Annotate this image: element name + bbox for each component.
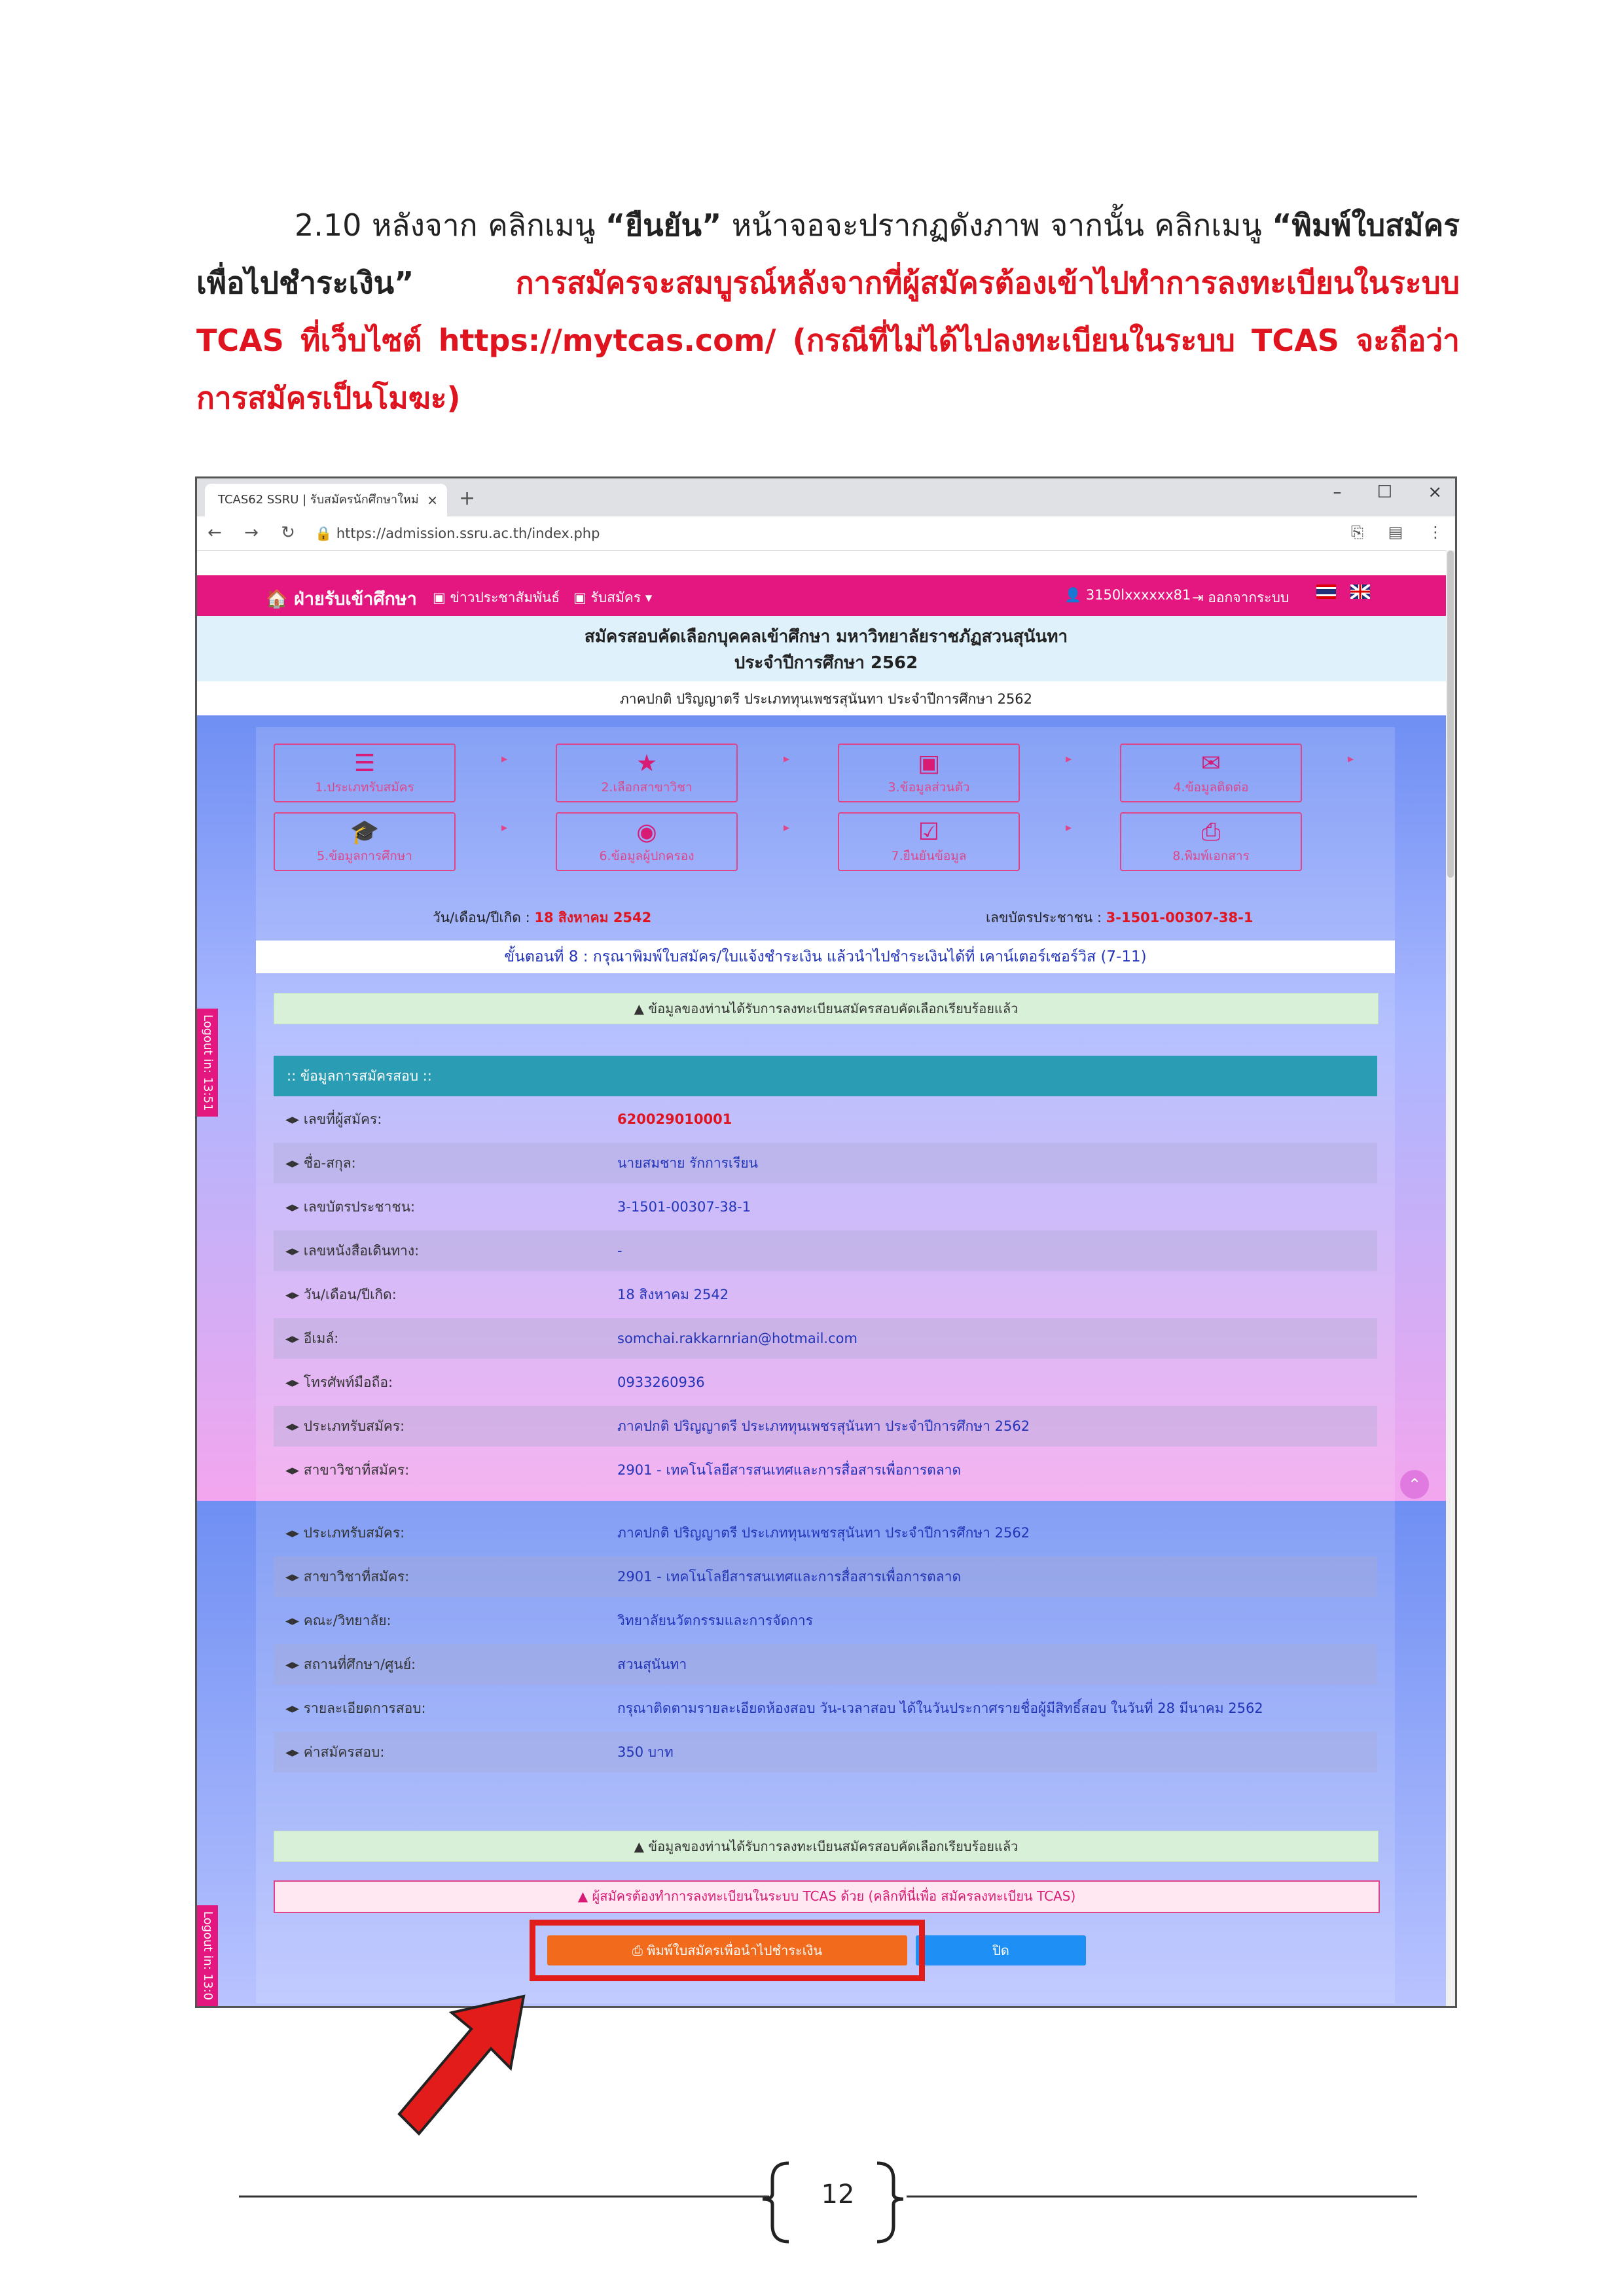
arrow-right-icon: ▸ — [501, 821, 508, 834]
step-8-button[interactable] — [1120, 812, 1302, 871]
step-4-button[interactable] — [1120, 744, 1302, 802]
menu-dots-icon[interactable]: ⋮ — [1428, 523, 1443, 541]
id-summary-label: เลขบัตรประชาชน : — [986, 910, 1106, 925]
intro-part1: 2.10 หลังจาก คลิกเมนู — [295, 207, 605, 243]
new-tab-button[interactable]: + — [459, 487, 476, 510]
brand-link[interactable]: 🏠 ฝ่ายรับเข้าศึกษา — [266, 589, 417, 609]
uk-flag-icon[interactable] — [1350, 584, 1370, 599]
extension-icon[interactable]: ▤ — [1388, 523, 1403, 541]
row-value: วิทยาลัยนวัตกรรมและการจัดการ — [617, 1613, 814, 1628]
check-square-icon: ☑ — [918, 819, 940, 846]
row-value: 3-1501-00307-38-1 — [617, 1199, 751, 1215]
dob-summary-value: 18 สิงหาคม 2542 — [534, 910, 652, 925]
site-navbar — [197, 575, 1455, 616]
apply-label: รับสมัคร ▾ — [590, 590, 653, 605]
step-label: 5.ข้อมูลการศึกษา — [317, 849, 412, 863]
step-note: ขั้นตอนที่ 8 : กรุณาพิมพ์ใบสมัคร/ใบแจ้งชำระเงิน แล้วนำไปชำระเงินได้ที่ เคาน์เตอร์เซอร์วิส (7-11) — [256, 941, 1395, 973]
table-row — [274, 1406, 1377, 1446]
tab-title: TCAS62 SSRU | รับสมัครนักศึกษาใหม่ — [218, 493, 419, 507]
intro-paragraph — [196, 196, 1460, 427]
language-flags[interactable] — [1316, 584, 1370, 603]
row-label: ◂▸ คณะ/วิทยาลัย: — [285, 1613, 391, 1628]
row-label: ◂▸ เลขบัตรประชาชน: — [285, 1199, 416, 1215]
table-row — [274, 1644, 1377, 1685]
arrow-right-icon: ▸ — [1066, 821, 1072, 834]
graduation-cap-icon: 🎓 — [350, 819, 380, 846]
title-line2: ประจำปีการศึกษา 2562 — [734, 653, 918, 673]
envelope-icon: ✉ — [1200, 750, 1221, 777]
table-row — [274, 1513, 1377, 1553]
translate-icon[interactable]: ⎘ — [1350, 523, 1364, 541]
id-summary — [986, 907, 1253, 929]
row-label: ◂▸ สาขาวิชาที่สมัคร: — [285, 1569, 410, 1585]
id-summary-value: 3-1501-00307-38-1 — [1106, 910, 1254, 925]
scrollbar-thumb[interactable] — [1447, 550, 1454, 878]
step-label: 8.พิมพ์เอกสาร — [1172, 849, 1250, 863]
table-row — [274, 1600, 1377, 1641]
step-3-button[interactable] — [838, 744, 1020, 802]
row-value: 2901 - เทคโนโลยีสารสนเทศและการสื่อสารเพื่อการตลาด — [617, 1462, 962, 1478]
table-row — [274, 1143, 1377, 1183]
highlight-frame — [530, 1920, 925, 1981]
intro-warning: การสมัครจะสมบูรณ์หลังจากที่ผู้สมัครต้องเข้าไปทำการลงทะเบียนในระบบ TCAS ที่เว็บไซต์ https://mytcas.com/ (กรณีที่ไม่ได้ไปลงทะเบียนในระบบ TCAS จะถือว่าการสมัครเป็นโมฆะ) — [196, 265, 1460, 416]
section-header: :: ข้อมูลการสมัครสอบ :: — [274, 1056, 1377, 1096]
nav-buttons — [208, 523, 312, 543]
page-title — [197, 616, 1455, 681]
logout-timer-tab[interactable]: Logout in: 13:51 — [197, 1009, 218, 1117]
row-value: สวนสุนันทา — [617, 1657, 687, 1672]
browser-tab[interactable] — [205, 484, 447, 516]
list-icon: ☰ — [353, 750, 376, 777]
row-value: somchai.rakkarnrian@hotmail.com — [617, 1331, 857, 1346]
row-value: นายสมชาย รักการเรียน — [617, 1155, 759, 1171]
table-row — [274, 1274, 1377, 1315]
step-label: 6.ข้อมูลผู้ปกครอง — [599, 849, 695, 863]
news-link[interactable]: ▣ ข่าวประชาสัมพันธ์ — [433, 590, 560, 605]
success-alert: ▲ ข้อมูลของท่านได้รับการลงทะเบียนสมัครสอบคัดเลือกเรียบร้อยแล้ว — [274, 993, 1379, 1024]
arrow-right-icon: ▸ — [784, 821, 790, 834]
step-label: 7.ยืนยันข้อมูล — [891, 849, 967, 863]
row-label: ◂▸ ประเภทรับสมัคร: — [285, 1418, 405, 1434]
reload-icon[interactable]: ↻ — [281, 523, 295, 543]
window-controls — [1303, 482, 1442, 502]
row-value: ภาคปกติ ปริญญาตรี ประเภททุนเพชรสุนันทา ประจำปีการศึกษา 2562 — [617, 1525, 1030, 1541]
page-number: 12 — [821, 2179, 855, 2210]
apply-dropdown[interactable]: ▣ รับสมัคร ▾ — [573, 590, 653, 605]
row-value: 620029010001 — [617, 1111, 732, 1127]
printer-icon: ⎙ — [1201, 819, 1221, 846]
success-alert-bottom: ▲ ข้อมูลของท่านได้รับการลงทะเบียนสมัครสอบคัดเลือกเรียบร้อยแล้ว — [274, 1831, 1379, 1862]
user-label: 3150lxxxxxx81 — [1085, 587, 1191, 603]
url-text: https://admission.ssru.ac.th/index.php — [336, 526, 600, 541]
print-menu-name: “พิมพ์ใบสมัครเพื่อไปชำระเงิน” — [196, 207, 1460, 300]
address-bar — [197, 516, 1455, 551]
dob-summary-label: วัน/เดือน/ปีเกิด : — [433, 910, 535, 925]
row-label: ◂▸ ชื่อ-สกุล: — [285, 1155, 356, 1171]
pointer-arrow-icon — [393, 1990, 530, 2140]
id-card-icon: ▣ — [917, 750, 940, 777]
browser-window — [195, 476, 1457, 2008]
row-label: ◂▸ เลขที่ผู้สมัคร: — [285, 1111, 382, 1127]
table-row — [274, 1556, 1377, 1597]
news-label: ข่าวประชาสัมพันธ์ — [450, 590, 560, 605]
intro-part2: หน้าจอจะปรากฏดังภาพ จากนั้น คลิกเมนู — [721, 207, 1272, 243]
table-row — [274, 1099, 1377, 1139]
logout-link[interactable]: ⇥ ออกจากระบบ — [1192, 590, 1290, 605]
confirm-menu-name: “ยืนยัน” — [605, 207, 722, 243]
row-value: 2901 - เทคโนโลยีสารสนเทศและการสื่อสารเพื่อการตลาด — [617, 1569, 962, 1585]
step-2-button[interactable] — [556, 744, 738, 802]
tcas-warning[interactable] — [274, 1880, 1380, 1913]
tab-bar — [197, 478, 1455, 516]
row-value: 0933260936 — [617, 1374, 705, 1390]
arrow-right-icon: ▸ — [501, 752, 508, 766]
table-row — [274, 1732, 1377, 1772]
arrow-right-icon: ▸ — [784, 752, 790, 766]
row-label: ◂▸ ค่าสมัครสอบ: — [285, 1744, 385, 1760]
row-label: ◂▸ สถานที่ศึกษา/ศูนย์: — [285, 1657, 416, 1672]
table-row — [274, 1187, 1377, 1227]
close-button[interactable]: ปิด — [916, 1935, 1086, 1965]
row-value: กรุณาติดตามรายละเอียดห้องสอบ วัน-เวลาสอบ ได้ในวันประกาศรายชื่อผู้มีสิทธิ์สอบ ในวันที่ 28 มีนาคม 2562 — [617, 1700, 1263, 1716]
maximize-icon[interactable]: ☐ — [1377, 482, 1392, 502]
step-1-button[interactable] — [274, 744, 456, 802]
row-label: ◂▸ อีเมล์: — [285, 1331, 339, 1346]
user-link[interactable]: 👤 3150lxxxxxx81 — [1064, 587, 1191, 603]
print-application-button[interactable]: ⎙ พิมพ์ใบสมัครเพื่อนำไปชำระเงิน — [547, 1935, 907, 1965]
page-subtitle: ภาคปกติ ปริญญาตรี ประเภททุนเพชรสุนันทา ประจำปีการศึกษา 2562 — [197, 683, 1455, 715]
table-row — [274, 1318, 1377, 1359]
row-label: ◂▸ ประเภทรับสมัคร: — [285, 1525, 405, 1541]
step-7-button[interactable] — [838, 812, 1020, 871]
table-row — [274, 1362, 1377, 1403]
arrow-right-icon: ▸ — [1348, 752, 1354, 766]
url-field[interactable]: 🔒 https://admission.ssru.ac.th/index.php — [315, 526, 600, 541]
step-6-button[interactable] — [556, 812, 738, 871]
step-label: 1.ประเภทรับสมัคร — [315, 780, 414, 795]
row-value: 350 บาท — [617, 1744, 674, 1760]
thai-flag-icon[interactable] — [1316, 584, 1336, 599]
star-icon: ★ — [636, 750, 658, 777]
step-5-button[interactable] — [274, 812, 456, 871]
arrow-right-icon: ▸ — [1066, 752, 1072, 766]
brand-label: ฝ่ายรับเข้าศึกษา — [294, 589, 417, 609]
step-label: 4.ข้อมูลติดต่อ — [1173, 780, 1249, 795]
row-value: 18 สิงหาคม 2542 — [617, 1287, 729, 1302]
row-label: ◂▸ เลขหนังสือเดินทาง: — [285, 1243, 420, 1259]
row-label: ◂▸ โทรศัพท์มือถือ: — [285, 1374, 393, 1390]
forward-icon[interactable]: → — [244, 523, 259, 543]
row-label: ◂▸ รายละเอียดการสอบ: — [285, 1700, 426, 1716]
tab-close-icon[interactable]: × — [427, 492, 438, 508]
logout-label: ออกจากระบบ — [1208, 590, 1290, 605]
table-row — [274, 1450, 1377, 1490]
user-circle-icon: ◉ — [636, 819, 657, 846]
row-value: ภาคปกติ ปริญญาตรี ประเภททุนเพชรสุนันทา ประจำปีการศึกษา 2562 — [617, 1418, 1030, 1434]
scroll-top-icon[interactable]: ⌃ — [1400, 1470, 1429, 1499]
row-label: ◂▸ สาขาวิชาที่สมัคร: — [285, 1462, 410, 1478]
row-label: ◂▸ วัน/เดือน/ปีเกิด: — [285, 1287, 397, 1302]
title-line1: สมัครสอบคัดเลือกบุคคลเข้าศึกษา มหาวิทยาลัยราชภัฏสวนสุนันทา — [584, 627, 1068, 647]
table-row — [274, 1230, 1377, 1271]
logout-timer-tab-2[interactable]: Logout in: 13:0 — [197, 1905, 218, 2006]
step-label: 2.เลือกสาขาวิชา — [601, 780, 693, 795]
row-value: - — [617, 1243, 623, 1259]
minimize-icon[interactable]: – — [1333, 482, 1342, 502]
dob-summary — [433, 907, 651, 929]
back-icon[interactable]: ← — [208, 523, 222, 543]
table-row — [274, 1688, 1377, 1729]
tcas-warning-text: ▲ ผู้สมัครต้องทำการลงทะเบียนในระบบ TCAS ด้วย (คลิกที่นี่เพื่อ สมัครลงทะเบียน TCAS) — [577, 1888, 1076, 1904]
step-label: 3.ข้อมูลส่วนตัว — [888, 780, 970, 795]
close-window-icon[interactable]: × — [1428, 482, 1442, 502]
scrollbar[interactable] — [1446, 550, 1455, 2006]
browser-tools — [1331, 523, 1443, 541]
